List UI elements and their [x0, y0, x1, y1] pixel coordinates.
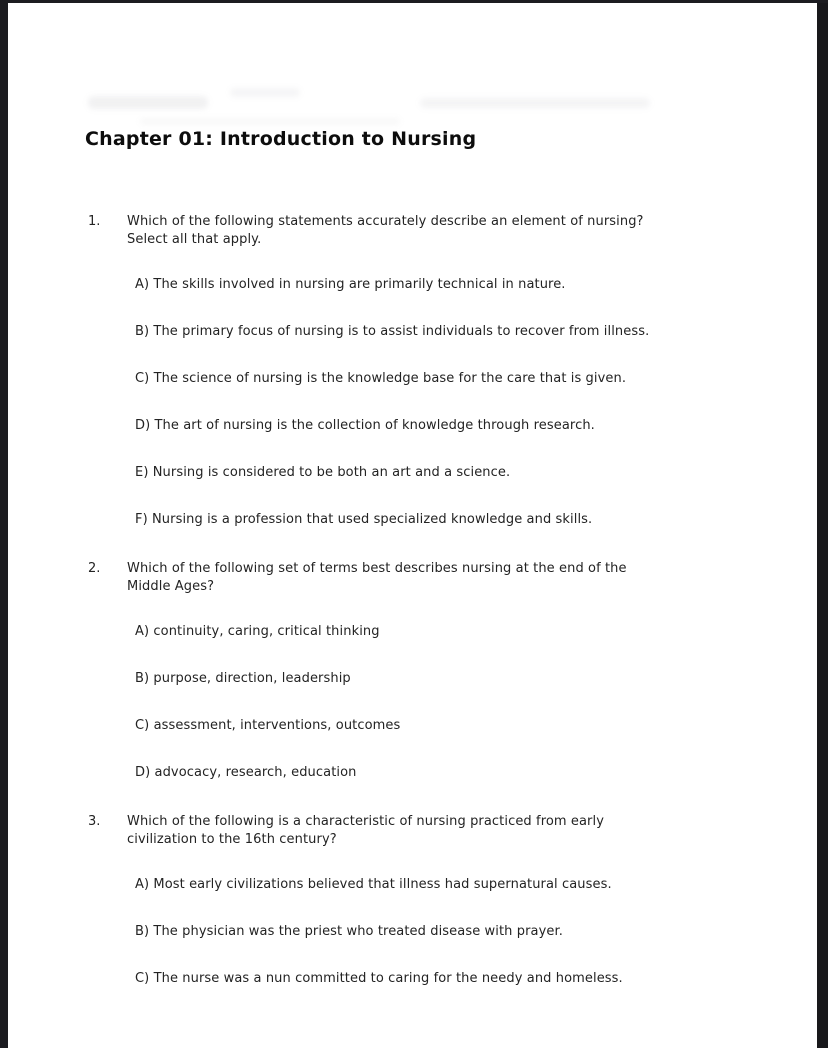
question-text-line: civilization to the 16th century? [127, 831, 337, 847]
question-text-line: Select all that apply. [127, 231, 262, 247]
question-text [127, 813, 604, 848]
question-item-2 [85, 560, 768, 780]
options-list [135, 277, 768, 527]
option-item-b: B) purpose, direction, leadership [135, 671, 351, 686]
question-number: 3. [88, 814, 101, 829]
questions-list [85, 213, 768, 986]
option-item-b: B) The primary focus of nursing is to assist individuals to recover from illness. [135, 324, 650, 339]
question-row [85, 560, 768, 595]
question-text-line: Which of the following is a characteristic of nursing practiced from early [127, 814, 605, 829]
question-number: 2. [88, 561, 101, 576]
page-title: Chapter 01: Introduction to Nursing [85, 128, 477, 150]
option-item-c: C) The nurse was a nun committed to caring for the needy and homeless. [135, 971, 623, 986]
question-text-line: Which of the following statements accurately describe an element of nursing? [127, 214, 644, 229]
option-item-f: F) Nursing is a profession that used specialized knowledge and skills. [135, 512, 593, 527]
question-row [85, 813, 768, 848]
option-item-d: D) advocacy, research, education [135, 765, 357, 780]
option-item-d: D) The art of nursing is the collection of knowledge through research. [135, 418, 595, 433]
question-text-line: Which of the following set of terms best describes nursing at the end of the [127, 561, 627, 576]
question-number: 1. [88, 214, 101, 229]
option-item-e: E) Nursing is considered to be both an art and a science. [135, 465, 511, 480]
option-item-a: A) The skills involved in nursing are primarily technical in nature. [135, 277, 566, 292]
question-item-1 [85, 213, 768, 527]
question-text [127, 213, 644, 248]
question-item-3 [85, 813, 768, 986]
option-item-c: C) assessment, interventions, outcomes [135, 718, 401, 733]
question-row [85, 213, 768, 248]
option-item-a: A) continuity, caring, critical thinking [135, 624, 380, 639]
question-text-line: Middle Ages? [127, 578, 215, 594]
options-list [135, 877, 768, 986]
options-list [135, 624, 768, 780]
option-item-b: B) The physician was the priest who treated disease with prayer. [135, 924, 563, 939]
question-text [127, 560, 627, 595]
option-item-a: A) Most early civilizations believed that illness had supernatural causes. [135, 877, 612, 892]
option-item-c: C) The science of nursing is the knowledge base for the care that is given. [135, 371, 627, 386]
